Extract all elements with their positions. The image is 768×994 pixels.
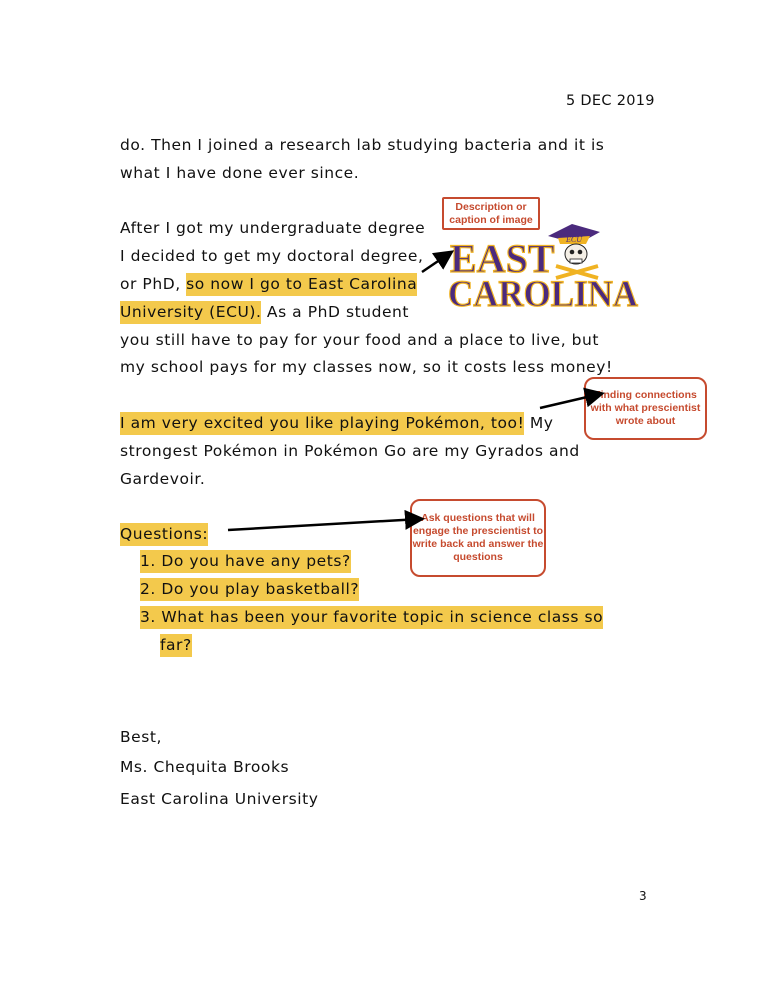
- highlighted-text: I am very excited you like playing Pokémon, too!: [120, 412, 524, 435]
- closing-name: Ms. Chequita Brooks: [120, 758, 290, 776]
- logo-east-text: EAST: [450, 236, 555, 281]
- body-text: My: [524, 414, 554, 432]
- body-line: what I have done ever since.: [120, 164, 360, 182]
- highlighted-text: 3. What has been your favorite topic in science class so: [140, 606, 603, 629]
- body-line: strongest Pokémon in Pokémon Go are my Gyrados and: [120, 442, 580, 460]
- highlighted-text: University (ECU).: [120, 301, 261, 324]
- closing-salutation: Best,: [120, 728, 162, 746]
- closing-organization: East Carolina University: [120, 790, 319, 808]
- body-line: Gardevoir.: [120, 470, 206, 488]
- body-line: my school pays for my classes now, so it costs less money!: [120, 358, 613, 376]
- highlighted-text: 1. Do you have any pets?: [140, 550, 351, 573]
- annotation-questions: Ask questions that will engage the prescientist to write back and answer the questions: [410, 499, 546, 577]
- body-line: I decided to get my doctoral degree,: [120, 247, 424, 265]
- body-text: or PhD,: [120, 275, 187, 293]
- annotation-caption: Description or caption of image: [442, 197, 540, 230]
- body-text: As a PhD student: [261, 303, 410, 321]
- letter-date: 5 DEC 2019: [566, 93, 655, 109]
- annotation-connections: Finding connections with what prescientist wrote about: [584, 377, 707, 440]
- logo-carolina-text: CAROLINA: [448, 274, 639, 312]
- body-line: After I got my undergraduate degree: [120, 219, 426, 237]
- body-line: you still have to pay for your food and a place to live, but: [120, 331, 600, 349]
- arrow-icon: [540, 394, 600, 408]
- arrow-icon: [422, 253, 450, 272]
- arrow-icon: [228, 519, 420, 530]
- body-line: do. Then I joined a research lab studying bacteria and it is: [120, 136, 605, 154]
- highlighted-text: 2. Do you play basketball?: [140, 578, 359, 601]
- highlighted-text: so now I go to East Carolina: [186, 273, 417, 296]
- logo-badge-text: ECU: [566, 235, 582, 244]
- highlighted-text: Questions:: [120, 523, 208, 546]
- highlighted-text: far?: [160, 634, 192, 657]
- page-number: 3: [639, 889, 647, 903]
